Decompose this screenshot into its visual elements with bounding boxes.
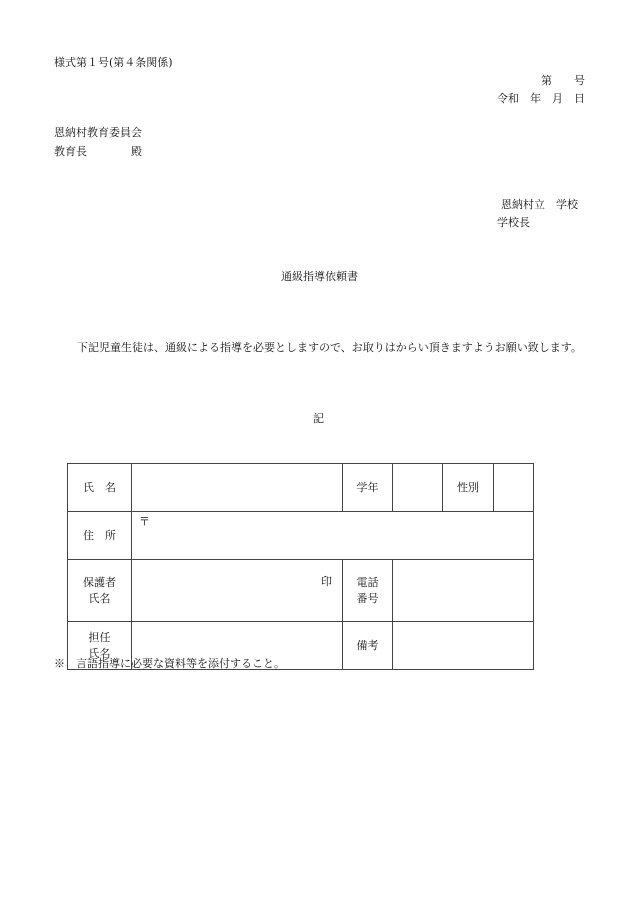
- document-number: 第 号: [541, 74, 585, 87]
- date-line: 令和 年 月 日: [497, 92, 585, 105]
- name-field[interactable]: [132, 464, 343, 512]
- teacher-label-line2: 氏名: [88, 646, 111, 660]
- phone-label-line2: 番号: [356, 591, 379, 605]
- gender-field[interactable]: [494, 464, 534, 512]
- table-row: [68, 560, 534, 622]
- footnote: ※ 言語指導に必要な資料等を添付すること。: [54, 657, 285, 670]
- table-row: [68, 512, 534, 560]
- address-label: 住 所: [68, 512, 132, 560]
- addressee-title: 教育長 殿: [54, 145, 142, 158]
- sender-title: 学校長: [497, 216, 530, 229]
- student-info-table: [67, 463, 534, 670]
- remarks-label: 備考: [343, 622, 393, 670]
- postal-mark: 〒: [139, 515, 150, 528]
- sender-school: 恩納村立 学校: [501, 198, 578, 211]
- phone-field[interactable]: [393, 560, 534, 622]
- grade-label: 学年: [343, 464, 393, 512]
- addressee-organization: 恩納村教育委員会: [54, 126, 142, 139]
- seal-mark: 印: [321, 575, 332, 588]
- phone-label: [343, 560, 393, 622]
- guardian-label-line2: 氏名: [88, 591, 111, 605]
- phone-label-line1: 電話: [356, 575, 379, 589]
- address-field[interactable]: [132, 512, 534, 560]
- guardian-label: [68, 560, 132, 622]
- guardian-label-line1: 保護者: [83, 575, 116, 589]
- grade-field[interactable]: [393, 464, 443, 512]
- ki-heading: 記: [313, 412, 324, 425]
- remarks-field[interactable]: [393, 622, 534, 670]
- gender-label: 性別: [443, 464, 494, 512]
- teacher-label-line1: 担任: [88, 630, 111, 644]
- form-number: 様式第１号(第４条関係): [54, 56, 173, 69]
- guardian-name-field[interactable]: [132, 560, 343, 622]
- body-text: 下記児童生徒は、通級による指導を必要としますので、お取りはからい頂きますようお願い致します。: [77, 341, 582, 354]
- document-title: 通級指導依頼書: [281, 270, 358, 283]
- name-label: 氏 名: [68, 464, 132, 512]
- table-row: [68, 464, 534, 512]
